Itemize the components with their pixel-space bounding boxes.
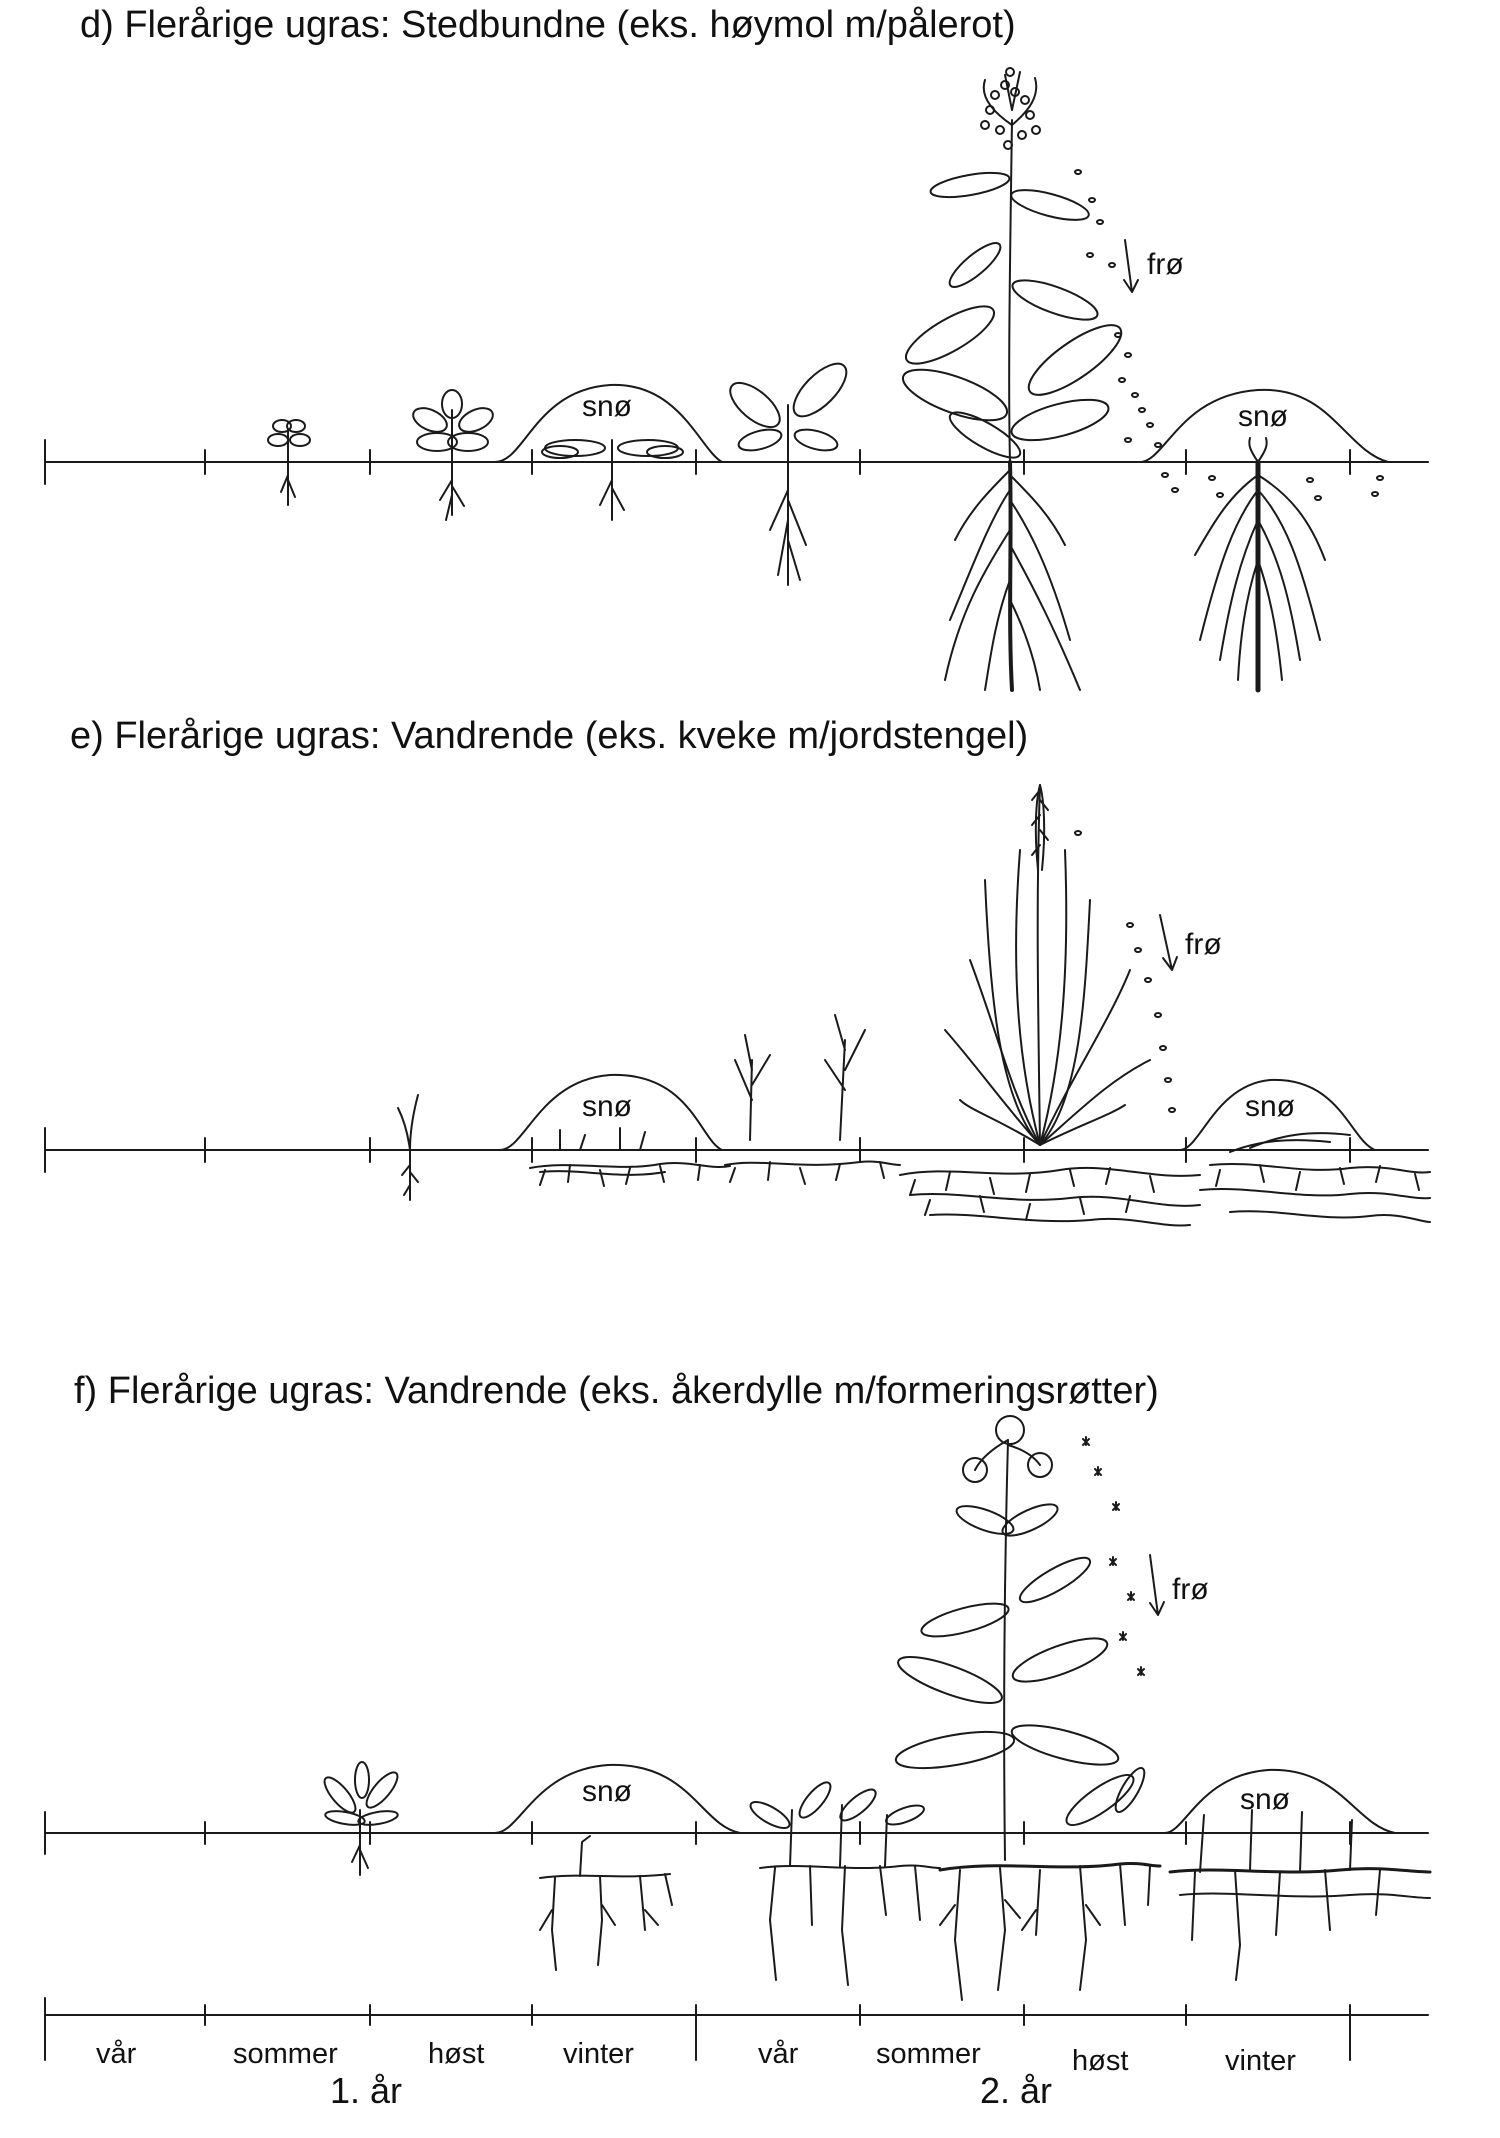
- panel-e-tall-grass: [945, 785, 1150, 1145]
- panel-e-falling-seeds: [1075, 831, 1175, 1112]
- season-label-var-1: vår: [96, 2038, 137, 2070]
- panel-f-winter-roots: [540, 1836, 672, 1970]
- panel-f-title: f) Flerårige ugras: Vandrende (eks. åkerdylle m/formeringsrøtter): [74, 1370, 1159, 1412]
- season-label-vinter-2: vinter: [1225, 2045, 1296, 2077]
- panel-f-snow-label-1: snø: [582, 1775, 633, 1808]
- panel-f-spring-shoots: [747, 1778, 940, 1985]
- season-label-var-2: vår: [758, 2038, 799, 2070]
- panel-d-drawing: [45, 68, 1428, 690]
- panel-d-spring-plant: [723, 355, 855, 585]
- panel-d-snow-label-2: snø: [1238, 400, 1289, 433]
- panel-e-drawing: [45, 785, 1430, 1225]
- panel-d-rosette-summer: [409, 390, 496, 520]
- panel-f-seed-arrow: [1150, 1555, 1164, 1615]
- season-label-sommer-2: sommer: [876, 2038, 981, 2070]
- panel-e-title: e) Flerårige ugras: Vandrende (eks. kveke m/jordstengel): [70, 715, 1029, 757]
- panel-e-seed-arrow: [1160, 915, 1177, 970]
- panel-f-seed-label: frø: [1172, 1573, 1209, 1606]
- panel-d-rosette-winter: [542, 440, 683, 520]
- panel-d-seed-arrow: [1124, 240, 1138, 292]
- season-label-sommer-1: sommer: [233, 2038, 338, 2070]
- panel-d-falling-seeds: [1075, 170, 1383, 500]
- panel-f-rosette-seedling: [320, 1762, 403, 1875]
- panel-e-snow-label-2: snø: [1245, 1090, 1296, 1123]
- panel-e-seed-label: frø: [1185, 928, 1222, 961]
- panel-e-spring-shoots: [725, 1015, 900, 1184]
- panel-e-winter-rhizome: [530, 1128, 730, 1186]
- panel-d-flower-panicle: [981, 68, 1040, 149]
- season-label-host-1: høst: [428, 2038, 485, 2070]
- year-label-2: 2. år: [980, 2070, 1053, 2111]
- panel-d-seed-label: frø: [1147, 248, 1184, 281]
- panel-f-tall-thistle: [893, 1416, 1149, 1860]
- year-label-1: 1. år: [330, 2070, 403, 2111]
- season-label-vinter-1: vinter: [563, 2038, 634, 2070]
- season-label-host-2: høst: [1072, 2045, 1129, 2077]
- panel-f-snow-label-2: snø: [1240, 1783, 1291, 1816]
- panel-d-snow-label-1: snø: [582, 390, 633, 423]
- panel-e-grass-seedling: [398, 1095, 418, 1200]
- panel-e-snow-label-1: snø: [582, 1090, 633, 1123]
- panel-d-flowering-plant: [897, 68, 1130, 690]
- panel-f-drawing: [45, 1416, 1430, 2000]
- panel-d-title: d) Flerårige ugras: Stedbundne (eks. høymol m/pålerot): [80, 4, 1016, 46]
